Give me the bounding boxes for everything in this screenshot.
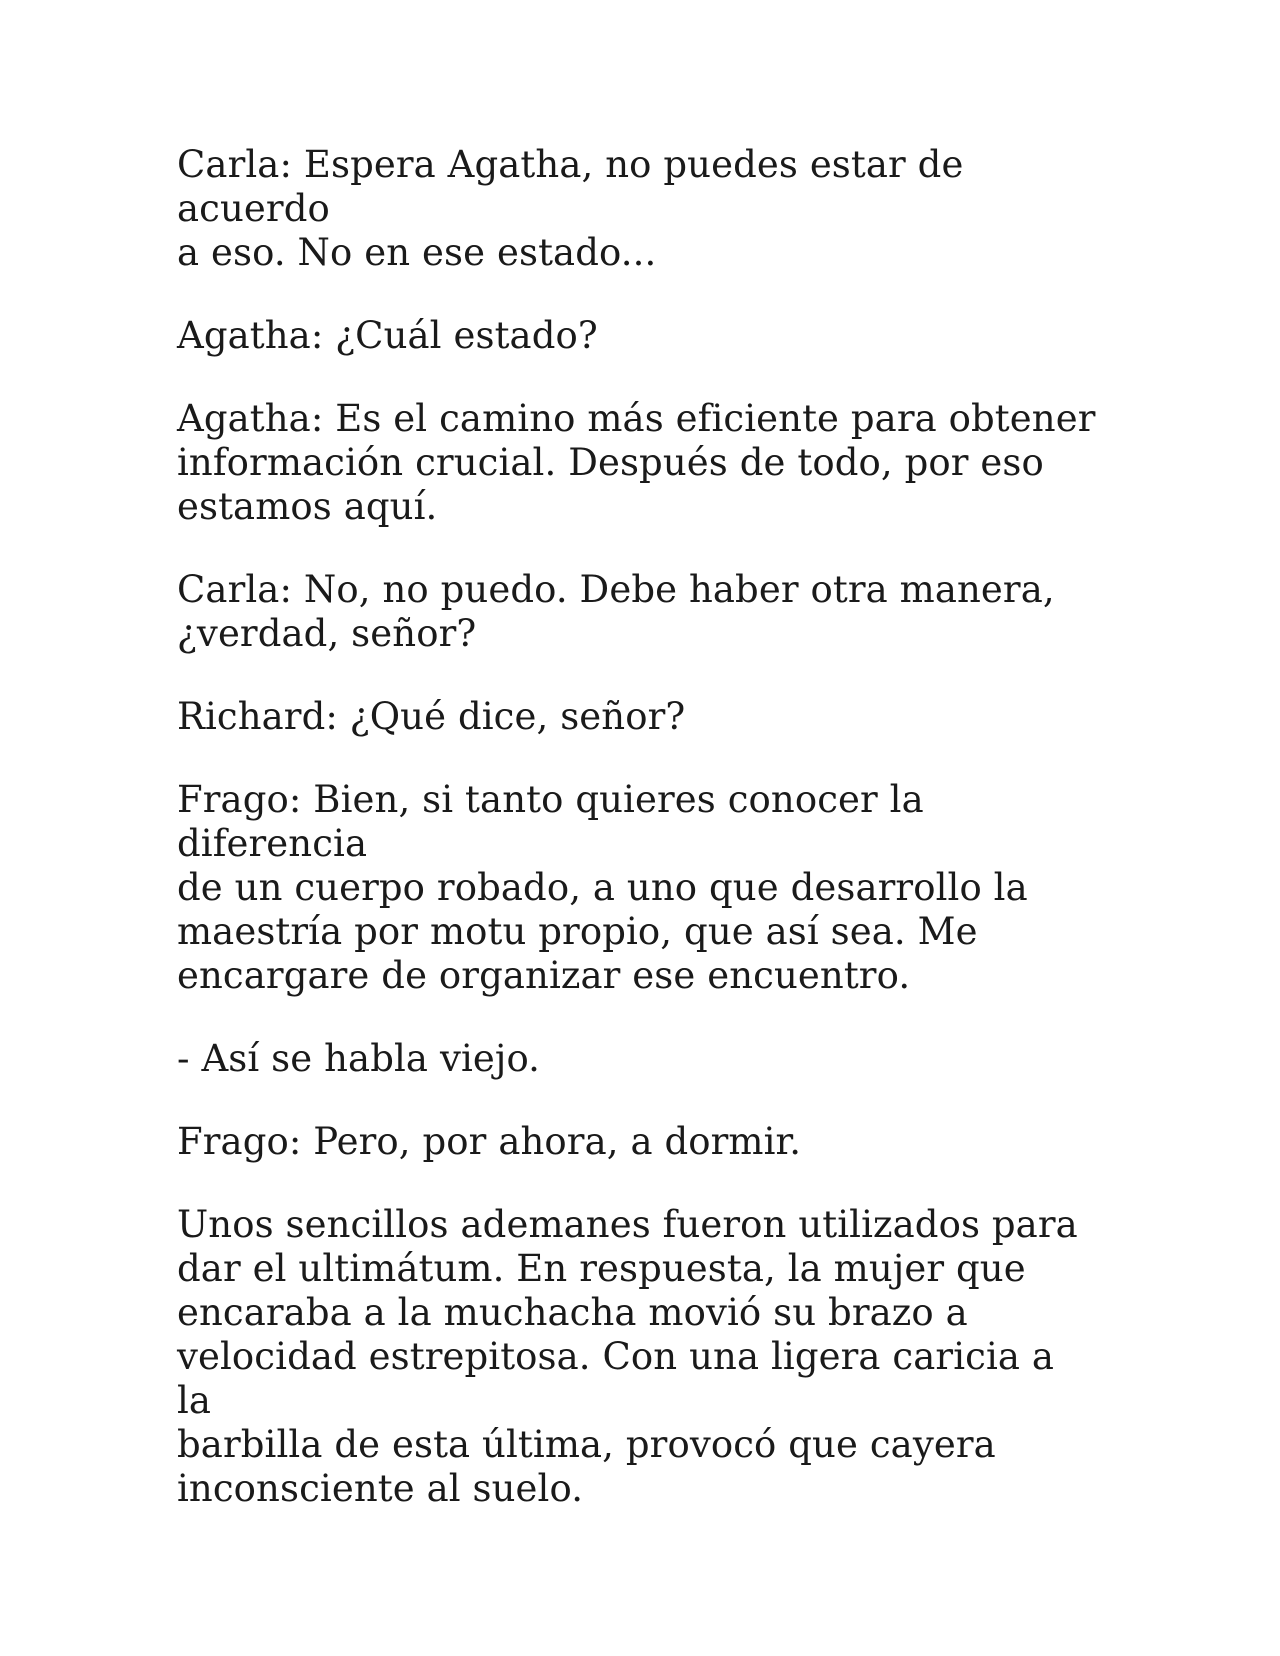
paragraph-richard: Richard: ¿Qué dice, señor? <box>177 695 686 738</box>
paragraph-dash-line: - Así se habla viejo. <box>177 1037 541 1080</box>
paragraph-narration: Unos sencillos ademanes fueron utilizados para dar el ultimátum. En respuesta, la mujer que encaraba a la muchacha movió su brazo a velocidad estrepitosa. Con una ligera caricia a la barbilla de esta última, provocó que cayera inconsciente al suelo. <box>177 1203 1078 1510</box>
paragraph-carla-1: Carla: Espera Agatha, no puedes estar de acuerdo a eso. No en ese estado... <box>177 143 964 274</box>
paragraph-agatha-2: Agatha: Es el camino más eficiente para obtener información crucial. Después de todo, por eso estamos aquí. <box>177 397 1096 528</box>
paragraph-frago-2: Frago: Pero, por ahora, a dormir. <box>177 1120 802 1163</box>
paragraph-carla-2: Carla: No, no puedo. Debe haber otra manera, ¿verdad, señor? <box>177 568 1055 655</box>
document-body <box>177 143 1097 1550</box>
paragraph-agatha-1: Agatha: ¿Cuál estado? <box>177 314 598 357</box>
paragraph-frago-1: Frago: Bien, si tanto quieres conocer la diferencia de un cuerpo robado, a uno que desarrollo la maestría por motu propio, que así sea. Me encargare de organizar ese encuentro. <box>177 778 1028 997</box>
